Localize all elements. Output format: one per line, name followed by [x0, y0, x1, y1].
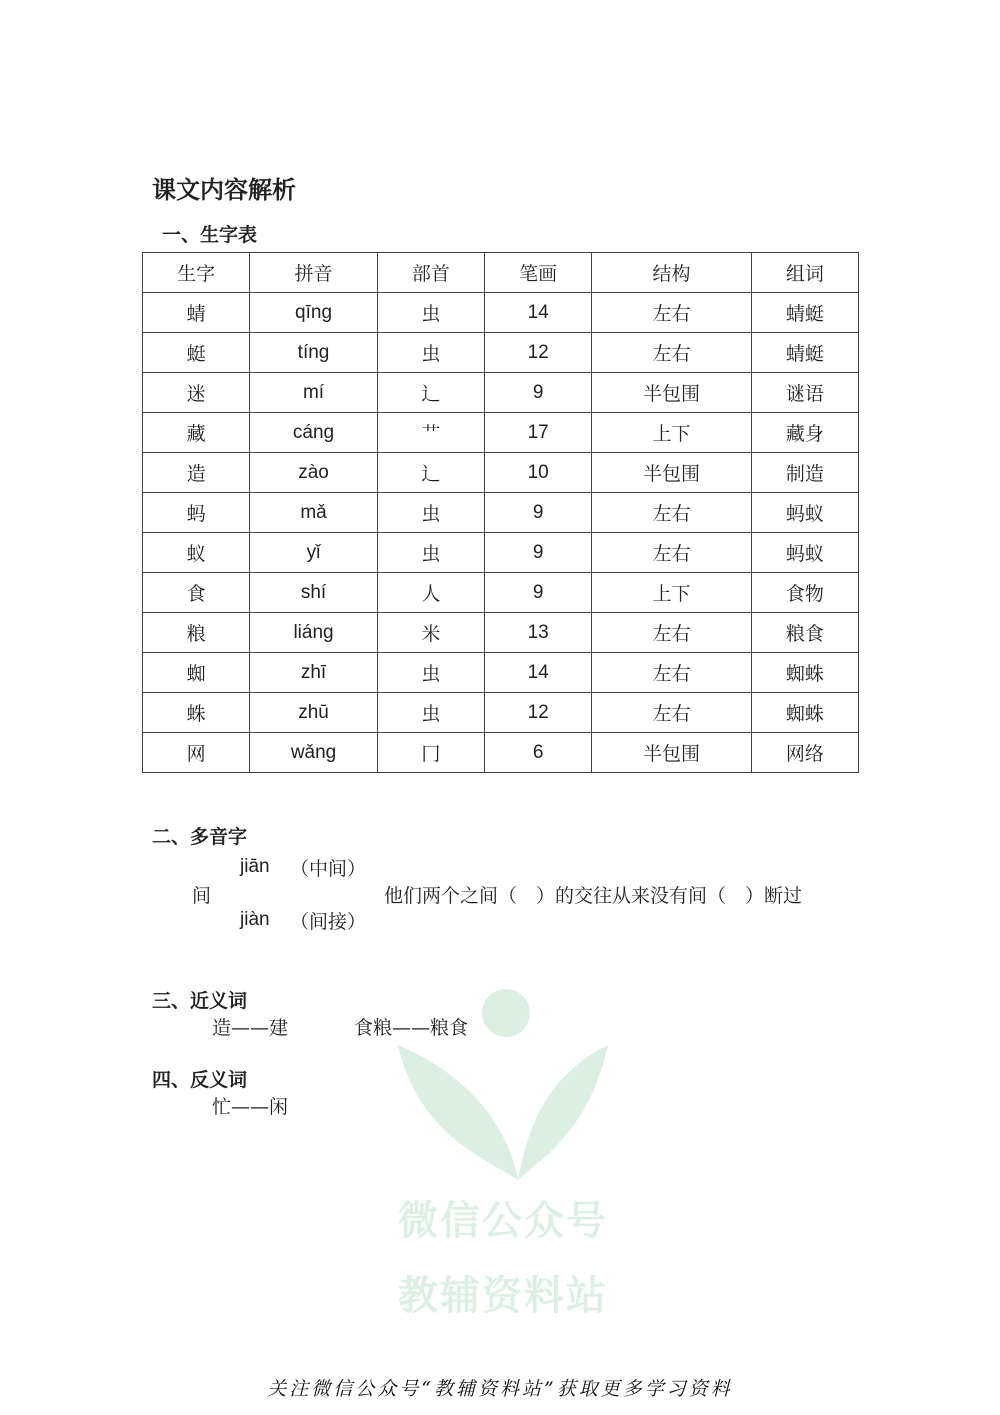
table-cell: 艹: [377, 413, 484, 453]
table-cell: 网络: [751, 733, 858, 773]
watermark-line-2: 教辅资料站: [398, 1273, 608, 1319]
table-cell: 谜语: [751, 373, 858, 413]
polyphone-example-1: （中间）: [290, 858, 367, 880]
polyphone-reading-1: jiān: [240, 856, 270, 877]
table-cell: 蛛: [143, 693, 250, 733]
table-cell: 半包围: [592, 733, 751, 773]
header-cell: 拼音: [250, 253, 378, 293]
table-cell: 左右: [592, 493, 751, 533]
table-cell: 虫: [377, 493, 484, 533]
table-header-row: [143, 253, 859, 293]
table-cell: 左右: [592, 533, 751, 573]
table-cell: 人: [377, 573, 484, 613]
table-cell: 蚂: [143, 493, 250, 533]
watermark: [378, 985, 628, 1319]
header-cell: 笔画: [485, 253, 592, 293]
polyphone-sentence: 他们两个之间（ ）的交往从来没有间（ ）断过: [384, 885, 803, 907]
antonym-pair: 忙——闲: [212, 1096, 289, 1118]
table-row: [143, 293, 859, 333]
table-cell: 蜓: [143, 333, 250, 373]
table-cell: 蚂蚁: [751, 533, 858, 573]
table-cell: 17: [485, 413, 592, 453]
table-cell: 9: [485, 373, 592, 413]
table-row: [143, 613, 859, 653]
table-cell: 网: [143, 733, 250, 773]
table-row: [143, 373, 859, 413]
polyphone-char: 间: [192, 885, 212, 907]
table-row: [143, 493, 859, 533]
table-cell: 蜻: [143, 293, 250, 333]
table-cell: 迷: [143, 373, 250, 413]
table-cell: 左右: [592, 653, 751, 693]
polyphone-reading-2: jiàn: [240, 909, 270, 930]
table-cell: 13: [485, 613, 592, 653]
table-cell: 虫: [377, 693, 484, 733]
table-cell: liáng: [250, 613, 378, 653]
table-cell: 6: [485, 733, 592, 773]
table-cell: 辶: [377, 373, 484, 413]
footer-note: 关注微信公众号“教辅资料站”获取更多学习资料: [267, 1378, 733, 1400]
table-cell: 蚁: [143, 533, 250, 573]
table-cell: 粮: [143, 613, 250, 653]
table-cell: 14: [485, 293, 592, 333]
table-cell: 蜻蜓: [751, 293, 858, 333]
header-cell: 结构: [592, 253, 751, 293]
table-row: [143, 413, 859, 453]
table-cell: 12: [485, 333, 592, 373]
table-cell: wǎng: [250, 733, 378, 773]
table-cell: 藏: [143, 413, 250, 453]
synonym-pair: 食粮——粮食: [354, 1017, 469, 1039]
table-cell: 左右: [592, 693, 751, 733]
table-cell: 米: [377, 613, 484, 653]
table-cell: yǐ: [250, 533, 378, 573]
table-cell: 上下: [592, 413, 751, 453]
polyphone-example-2: （间接）: [290, 911, 367, 933]
table-cell: zhū: [250, 693, 378, 733]
table-row: [143, 693, 859, 733]
table-cell: 造: [143, 453, 250, 493]
table-cell: zào: [250, 453, 378, 493]
table-cell: 蜘蛛: [751, 653, 858, 693]
table-cell: 蚂蚁: [751, 493, 858, 533]
table-cell: mí: [250, 373, 378, 413]
table-row: [143, 333, 859, 373]
table-cell: tíng: [250, 333, 378, 373]
table-cell: 左右: [592, 613, 751, 653]
table-row: [143, 533, 859, 573]
table-cell: 9: [485, 493, 592, 533]
section-heading-synonyms: 三、近义词: [152, 990, 248, 1012]
table-cell: 蜻蜓: [751, 333, 858, 373]
table-cell: 虫: [377, 533, 484, 573]
table-cell: 藏身: [751, 413, 858, 453]
watermark-logo-icon: [378, 985, 628, 1185]
table-row: [143, 453, 859, 493]
table-cell: 辶: [377, 453, 484, 493]
table-cell: 虫: [377, 333, 484, 373]
table-cell: 虫: [377, 653, 484, 693]
table-cell: 上下: [592, 573, 751, 613]
table-cell: 制造: [751, 453, 858, 493]
table-cell: 食: [143, 573, 250, 613]
table-cell: 粮食: [751, 613, 858, 653]
table-row: [143, 653, 859, 693]
table-cell: 12: [485, 693, 592, 733]
section-heading-polyphone: 二、多音字: [152, 826, 248, 848]
section-heading-antonyms: 四、反义词: [152, 1069, 248, 1091]
table-cell: 蜘蛛: [751, 693, 858, 733]
watermark-line-1: 微信公众号: [398, 1198, 608, 1244]
table-row: [143, 733, 859, 773]
table-cell: 半包围: [592, 373, 751, 413]
table-cell: qīng: [250, 293, 378, 333]
table-cell: 半包围: [592, 453, 751, 493]
table-cell: mǎ: [250, 493, 378, 533]
char-table: [142, 252, 859, 773]
table-cell: 左右: [592, 293, 751, 333]
header-cell: 部首: [377, 253, 484, 293]
page-title: 课文内容解析: [152, 176, 296, 204]
table-cell: 9: [485, 573, 592, 613]
table-cell: cáng: [250, 413, 378, 453]
table-cell: 虫: [377, 293, 484, 333]
table-cell: 蜘: [143, 653, 250, 693]
header-cell: 组词: [751, 253, 858, 293]
table-cell: 食物: [751, 573, 858, 613]
table-cell: 14: [485, 653, 592, 693]
table-cell: zhī: [250, 653, 378, 693]
table-cell: 9: [485, 533, 592, 573]
table-cell: 冂: [377, 733, 484, 773]
table-row: [143, 573, 859, 613]
synonym-pair: 造——建: [212, 1017, 289, 1039]
table-cell: 左右: [592, 333, 751, 373]
table-cell: shí: [250, 573, 378, 613]
header-cell: 生字: [143, 253, 250, 293]
section-heading-char-table: 一、生字表: [162, 224, 258, 246]
table-cell: 10: [485, 453, 592, 493]
